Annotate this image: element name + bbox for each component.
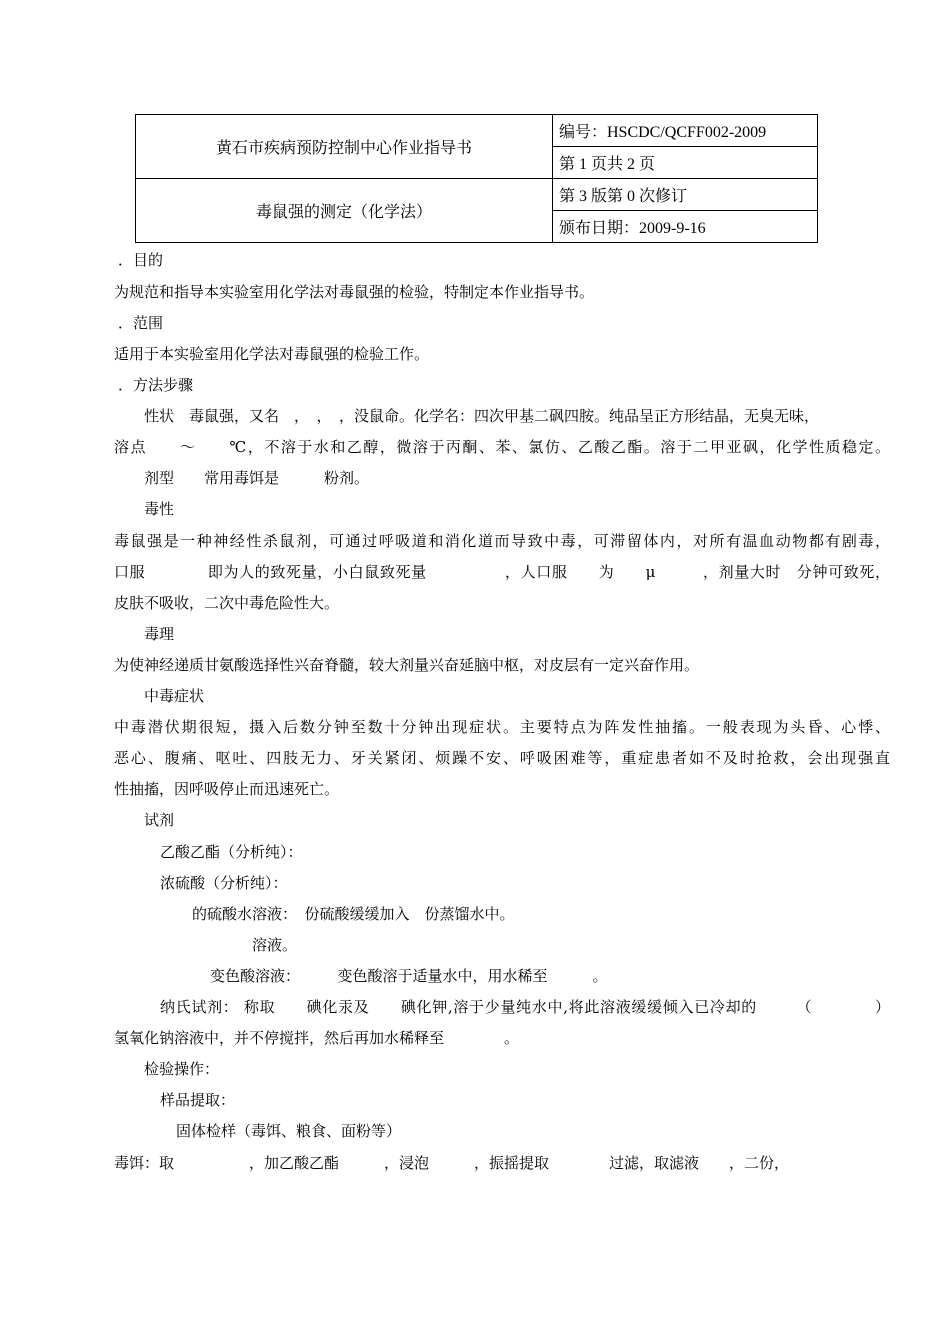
org-title: 黄石市疾病预防控制中心作业指导书	[136, 115, 553, 179]
subheading-toxicity: 毒性	[144, 500, 175, 518]
section-heading-method: ．方法步骤	[118, 376, 194, 394]
reagent-item: 纳氏试剂： 称取 碘化汞及 碘化钾,溶于少量纯水中,将此溶液缓缓倾入已冷却的 （ ）	[160, 998, 890, 1016]
body-text-line: 氢氧化钠溶液中，并不停搅拌，然后再加水稀释至 。	[114, 1029, 520, 1047]
body-text-line: 中毒潜伏期很短，摄入后数分钟至数十分钟出现症状。主要特点为阵发性抽搐。一般表现为头昏、心悸、	[114, 718, 890, 736]
reagent-item: 的硫酸水溶液： 份硫酸缓缓加入 份蒸馏水中。	[192, 905, 515, 923]
version-info: 第 3 版第 0 次修订	[553, 179, 818, 211]
body-text-line: 毒鼠强是一种神经性杀鼠剂，可通过呼吸道和消化道而导致中毒，可滞留体内，对所有温血动物都有剧毒，	[114, 532, 890, 550]
reagent-item: 乙酸乙酯（分析纯）：	[160, 843, 303, 861]
document-code: 编号：HSCDC/QCFF002-2009	[553, 115, 818, 147]
page-number: 第 1 页共 2 页	[553, 147, 818, 179]
reagent-item: 溶液。	[252, 936, 298, 954]
body-text-line: 为使神经递质甘氨酸选择性兴奋脊髓，较大剂量兴奋延脑中枢，对皮层有一定兴奋作用。	[114, 656, 700, 674]
body-text-line: 为规范和指导本实验室用化学法对毒鼠强的检验，特制定本作业指导书。	[114, 283, 595, 301]
body-text-line: 口服 即为人的致死量，小白鼠致死量 ，人口服 为 μ ，剂量大时 分钟可致死，	[114, 563, 890, 581]
subheading-reagents: 试剂	[144, 811, 175, 829]
section-heading-scope: ．范围	[118, 314, 164, 332]
subheading-procedure: 检验操作：	[144, 1060, 220, 1078]
subheading-solid-sample: 固体检样（毒饵、粮食、面粉等）	[176, 1122, 402, 1140]
body-text-line: 适用于本实验室用化学法对毒鼠强的检验工作。	[114, 345, 430, 363]
body-text-line: 剂型 常用毒饵是 粉剂。	[144, 469, 370, 487]
body-text-line: 溶点 ～ ℃，不溶于水和乙醇，微溶于丙酮、苯、氯仿、乙酸乙酯。溶于二甲亚砜，化学性质稳定。	[114, 438, 890, 456]
document-header-table	[135, 114, 818, 243]
subheading-toxicology: 毒理	[144, 625, 175, 643]
subheading-symptoms: 中毒症状	[144, 687, 205, 705]
body-text-line: 性抽搐，因呼吸停止而迅速死亡。	[114, 780, 340, 798]
reagent-item: 浓硫酸（分析纯）：	[160, 874, 288, 892]
document-title: 毒鼠强的测定（化学法）	[136, 179, 553, 243]
body-text-line: 毒饵：取 ，加乙酸乙酯 ，浸泡 ，振摇提取 过滤，取滤液 ，二份，	[114, 1154, 790, 1172]
body-text-line: 皮肤不吸收，二次中毒危险性大。	[114, 594, 340, 612]
subheading-extraction: 样品提取：	[160, 1091, 236, 1109]
reagent-item: 变色酸溶液： 变色酸溶于适量水中，用水稀至 。	[210, 967, 608, 985]
issue-date: 颁布日期：2009-9-16	[553, 211, 818, 243]
section-heading-purpose: ．目的	[118, 251, 164, 269]
body-text-line: 性状 毒鼠强，又名 ， ， ，没鼠命。化学名：四次甲基二砜四胺。纯品呈正方形结晶，无臭无味，	[144, 407, 820, 425]
body-text-line: 恶心、腹痛、呕吐、四肢无力、牙关紧闭、烦躁不安、呼吸困难等，重症患者如不及时抢救，会出现强直	[114, 749, 890, 767]
